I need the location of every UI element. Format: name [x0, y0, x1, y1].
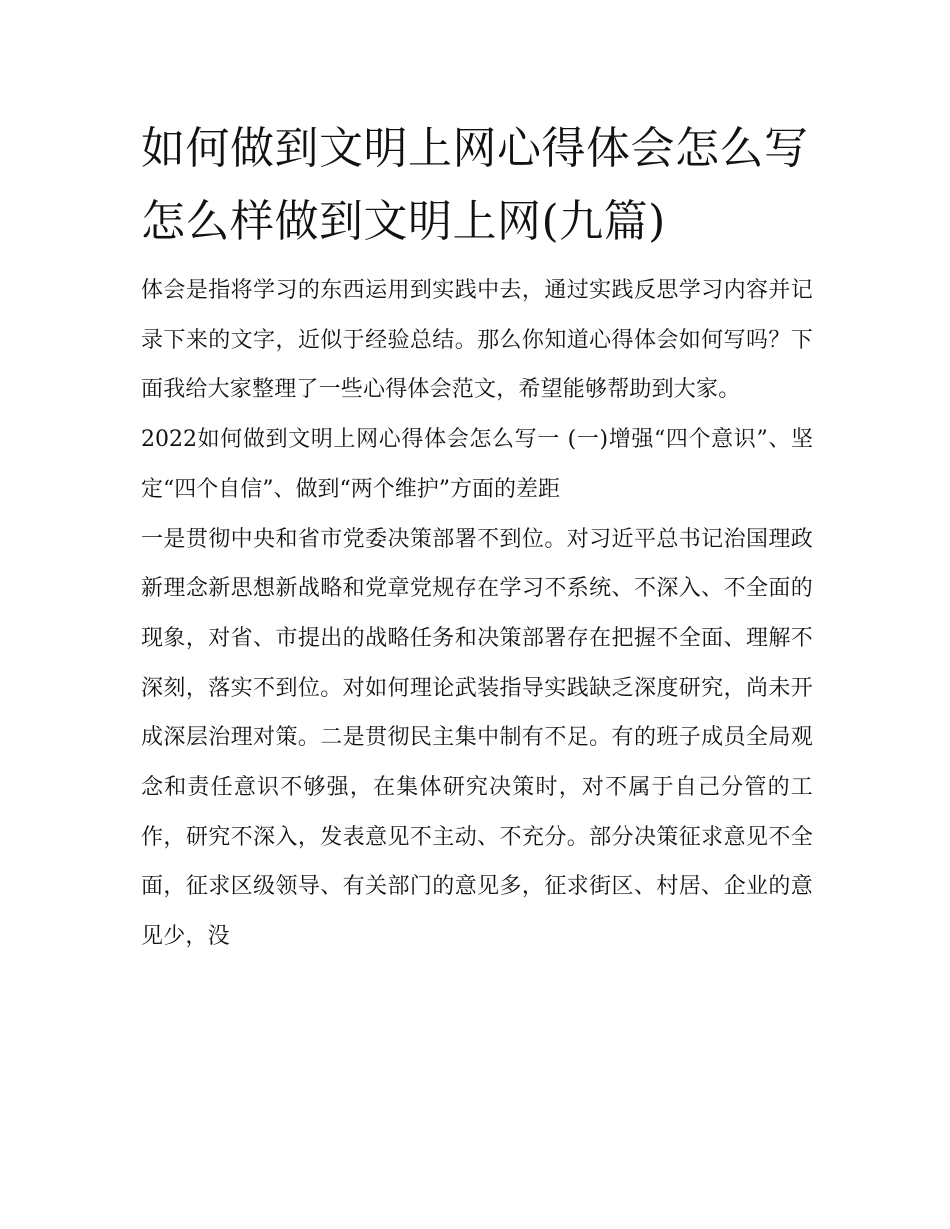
document-title: 如何做到文明上网心得体会怎么写 怎么样做到文明上网(九篇)	[141, 123, 809, 247]
section-heading: 2022如何做到文明上网心得体会怎么写一 (一)增强“四个意识”、坚定“四个自信”、做到“两个维护”方面的差距	[141, 427, 813, 502]
intro-paragraph: 体会是指将学习的东西运用到实践中去，通过实践反思学习内容并记录下来的文字，近似于经验总结。那么你知道心得体会如何写吗？下面我给大家整理了一些心得体会范文，希望能够帮助到大家。	[141, 278, 813, 403]
body-paragraph: 一是贯彻中央和省市党委决策部署不到位。对习近平总书记治国理政新理念新思想新战略和党章党规存在学习不系统、不深入、不全面的现象，对省、市提出的战略任务和决策部署存在把握不全面、理解不深刻，落实不到位。对如何理论武装指导实践缺乏深度研究，尚未开成深层治理对策。二是贯彻民主集中制有不足。有的班子成员全局观念和责任意识不够强，在集体研究决策时，对不属于自己分管的工作，研究不深入，发表意见不主动、不充分。部分决策征求意见不全面，征求区级领导、有关部门的意见多，征求街区、村居、企业的意见少，没	[141, 526, 813, 950]
document-content	[141, 112, 813, 962]
